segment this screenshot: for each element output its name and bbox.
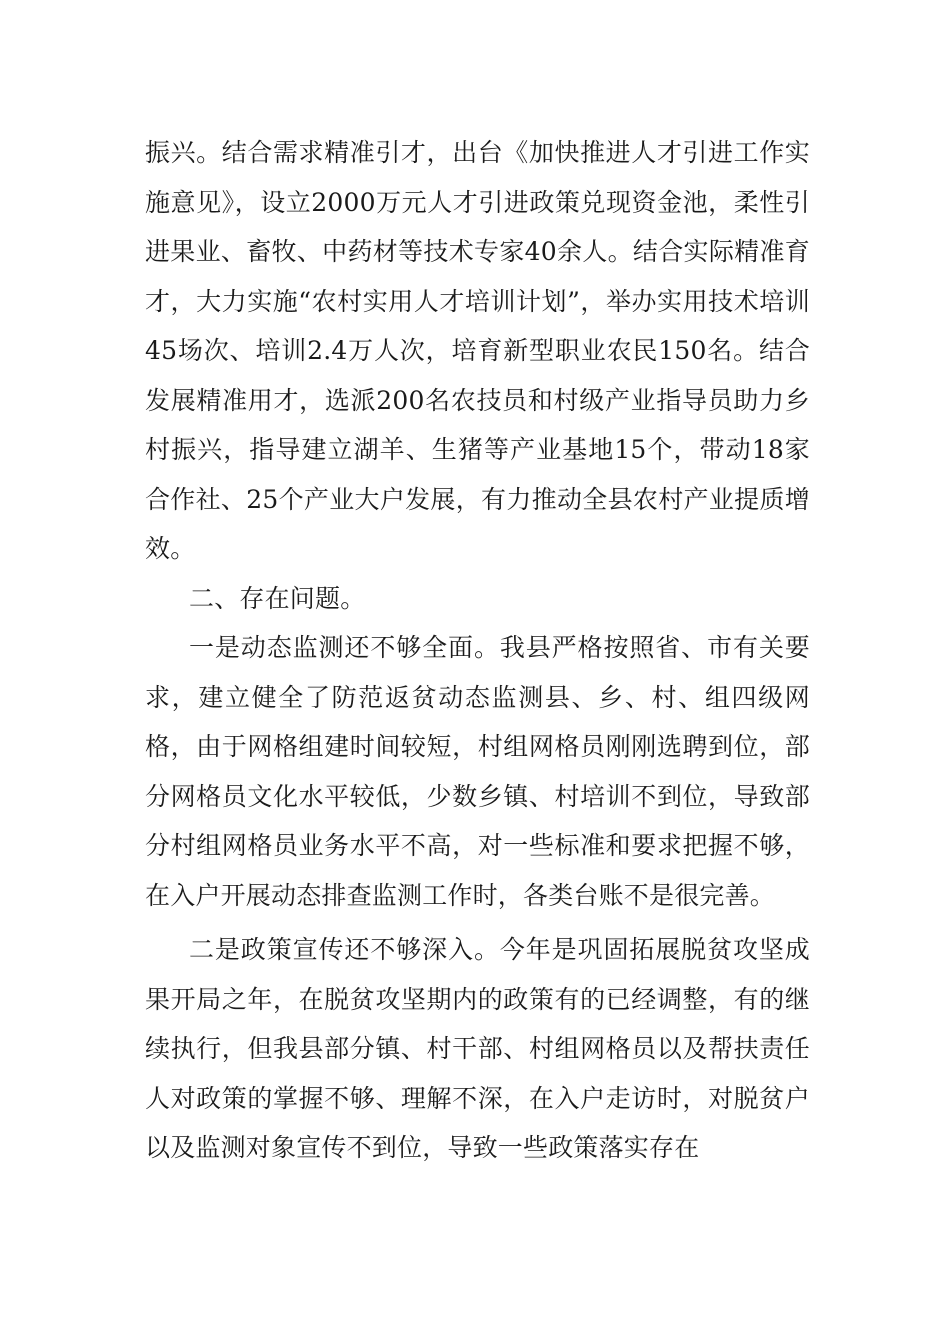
document-body (145, 128, 810, 1173)
paragraph-dynamic-monitoring: 一是动态监测还不够全面。我县严格按照省、市有关要求，建立健全了防范返贫动态监测县、乡、村、组四级网格，由于网格组建时间较短，村组网格员刚刚选聘到位，部分网格员文化水平较低，少数乡镇、村培训不到位，导致部分村组网格员业务水平不高，对一些标准和要求把握不够，在入户开展动态排查监测工作时，各类台账不是很完善。 (145, 633, 810, 910)
paragraph-talent-work: 振兴。结合需求精准引才，出台《加快推进人才引进工作实施意见》，设立2000万元人才引进政策兑现资金池，柔性引进果业、畜牧、中药材等技术专家40余人。结合实际精准育才，大力实施“农村实用人才培训计划”，举办实用技术培训45场次、培训2.4万人次，培育新型职业农民150名。结合发展精准用才，选派200名农技员和村级产业指导员助力乡村振兴，指导建立湖羊、生猪等产业基地15个，带动18家合作社、25个产业大户发展，有力推动全县农村产业提质增效。 (145, 138, 810, 563)
section-heading-existing-problems: 二、存在问题。 (189, 583, 366, 613)
paragraph-policy-publicity: 二是政策宣传还不够深入。今年是巩固拓展脱贫攻坚成果开局之年，在脱贫攻坚期内的政策有的已经调整，有的继续执行，但我县部分镇、村干部、村组网格员以及帮扶责任人对政策的掌握不够、理解不深，在入户走访时，对脱贫户以及监测对象宣传不到位，导致一些政策落实存在 (145, 935, 810, 1162)
